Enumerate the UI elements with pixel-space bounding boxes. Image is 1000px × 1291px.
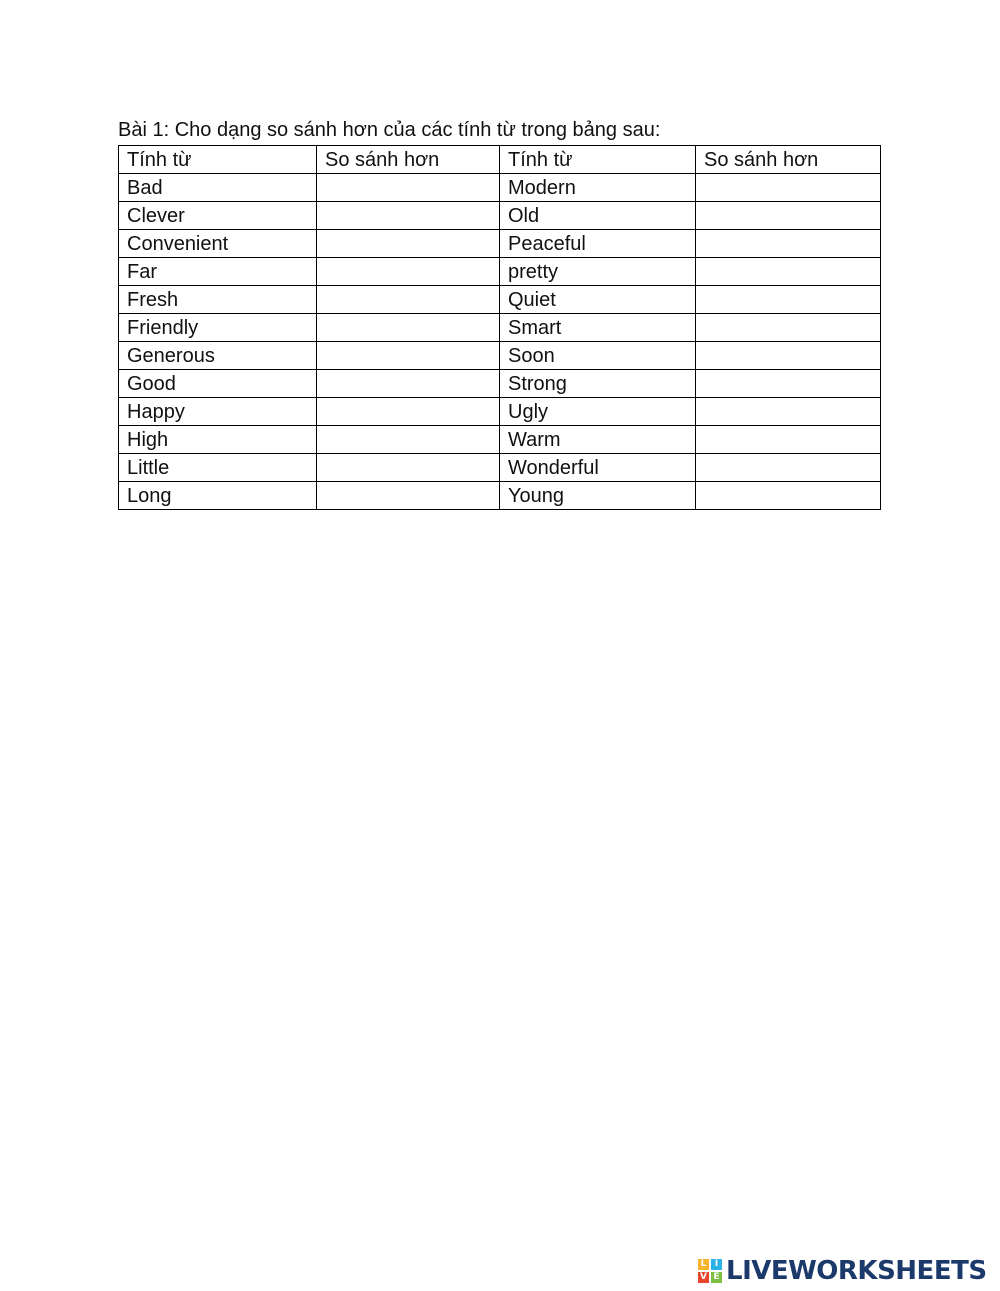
- table-header-row: [119, 146, 881, 174]
- right-adjective-cell: Strong: [500, 370, 696, 398]
- left-comparative-answer-cell[interactable]: [317, 258, 500, 286]
- right-adjective-cell: Ugly: [500, 398, 696, 426]
- logo-letter-i: I: [711, 1259, 722, 1270]
- left-adjective-cell: Little: [119, 454, 317, 482]
- left-adjective-cell: Long: [119, 482, 317, 510]
- logo-letter-l: L: [698, 1259, 709, 1270]
- left-adjective-cell: Good: [119, 370, 317, 398]
- right-comparative-answer-cell[interactable]: [696, 174, 881, 202]
- table-row: [119, 286, 881, 314]
- left-adjective-cell: Far: [119, 258, 317, 286]
- right-adjective-cell: Young: [500, 482, 696, 510]
- adjective-table: [118, 145, 881, 510]
- right-adjective-cell: Smart: [500, 314, 696, 342]
- liveworksheets-brand: [698, 1257, 987, 1285]
- table-row: [119, 314, 881, 342]
- header-comparative-right: So sánh hơn: [696, 146, 881, 174]
- right-comparative-answer-cell[interactable]: [696, 258, 881, 286]
- exercise-instruction: Bài 1: Cho dạng so sánh hơn của các tính từ trong bảng sau:: [118, 119, 661, 141]
- left-adjective-cell: Generous: [119, 342, 317, 370]
- table-row: [119, 398, 881, 426]
- table-row: [119, 174, 881, 202]
- left-adjective-cell: Friendly: [119, 314, 317, 342]
- right-comparative-answer-cell[interactable]: [696, 454, 881, 482]
- left-comparative-answer-cell[interactable]: [317, 482, 500, 510]
- left-comparative-answer-cell[interactable]: [317, 202, 500, 230]
- table-row: [119, 258, 881, 286]
- right-comparative-answer-cell[interactable]: [696, 398, 881, 426]
- right-comparative-answer-cell[interactable]: [696, 426, 881, 454]
- logo-letter-e: E: [711, 1272, 722, 1283]
- right-adjective-cell: Modern: [500, 174, 696, 202]
- table-row: [119, 426, 881, 454]
- left-adjective-cell: Bad: [119, 174, 317, 202]
- liveworksheets-logo-icon: [698, 1259, 722, 1283]
- left-comparative-answer-cell[interactable]: [317, 230, 500, 258]
- right-comparative-answer-cell[interactable]: [696, 286, 881, 314]
- left-comparative-answer-cell[interactable]: [317, 426, 500, 454]
- right-adjective-cell: Old: [500, 202, 696, 230]
- header-adjective-right: Tính từ: [500, 146, 696, 174]
- left-adjective-cell: Clever: [119, 202, 317, 230]
- right-comparative-answer-cell[interactable]: [696, 482, 881, 510]
- left-adjective-cell: Fresh: [119, 286, 317, 314]
- left-comparative-answer-cell[interactable]: [317, 286, 500, 314]
- left-comparative-answer-cell[interactable]: [317, 398, 500, 426]
- table-body: [119, 174, 881, 510]
- right-adjective-cell: pretty: [500, 258, 696, 286]
- header-comparative-left: So sánh hơn: [317, 146, 500, 174]
- right-comparative-answer-cell[interactable]: [696, 370, 881, 398]
- right-adjective-cell: Wonderful: [500, 454, 696, 482]
- left-comparative-answer-cell[interactable]: [317, 454, 500, 482]
- right-adjective-cell: Quiet: [500, 286, 696, 314]
- left-comparative-answer-cell[interactable]: [317, 174, 500, 202]
- left-comparative-answer-cell[interactable]: [317, 314, 500, 342]
- table-row: [119, 454, 881, 482]
- header-adjective-left: Tính từ: [119, 146, 317, 174]
- table-row: [119, 342, 881, 370]
- right-adjective-cell: Warm: [500, 426, 696, 454]
- right-comparative-answer-cell[interactable]: [696, 230, 881, 258]
- left-adjective-cell: High: [119, 426, 317, 454]
- right-adjective-cell: Peaceful: [500, 230, 696, 258]
- brand-wordmark: LIVEWORKSHEETS: [726, 1256, 987, 1286]
- table-row: [119, 482, 881, 510]
- right-comparative-answer-cell[interactable]: [696, 202, 881, 230]
- right-adjective-cell: Soon: [500, 342, 696, 370]
- logo-letter-v: V: [698, 1272, 709, 1283]
- left-comparative-answer-cell[interactable]: [317, 370, 500, 398]
- table-row: [119, 370, 881, 398]
- left-adjective-cell: Happy: [119, 398, 317, 426]
- right-comparative-answer-cell[interactable]: [696, 342, 881, 370]
- left-comparative-answer-cell[interactable]: [317, 342, 500, 370]
- table-row: [119, 230, 881, 258]
- right-comparative-answer-cell[interactable]: [696, 314, 881, 342]
- table-row: [119, 202, 881, 230]
- left-adjective-cell: Convenient: [119, 230, 317, 258]
